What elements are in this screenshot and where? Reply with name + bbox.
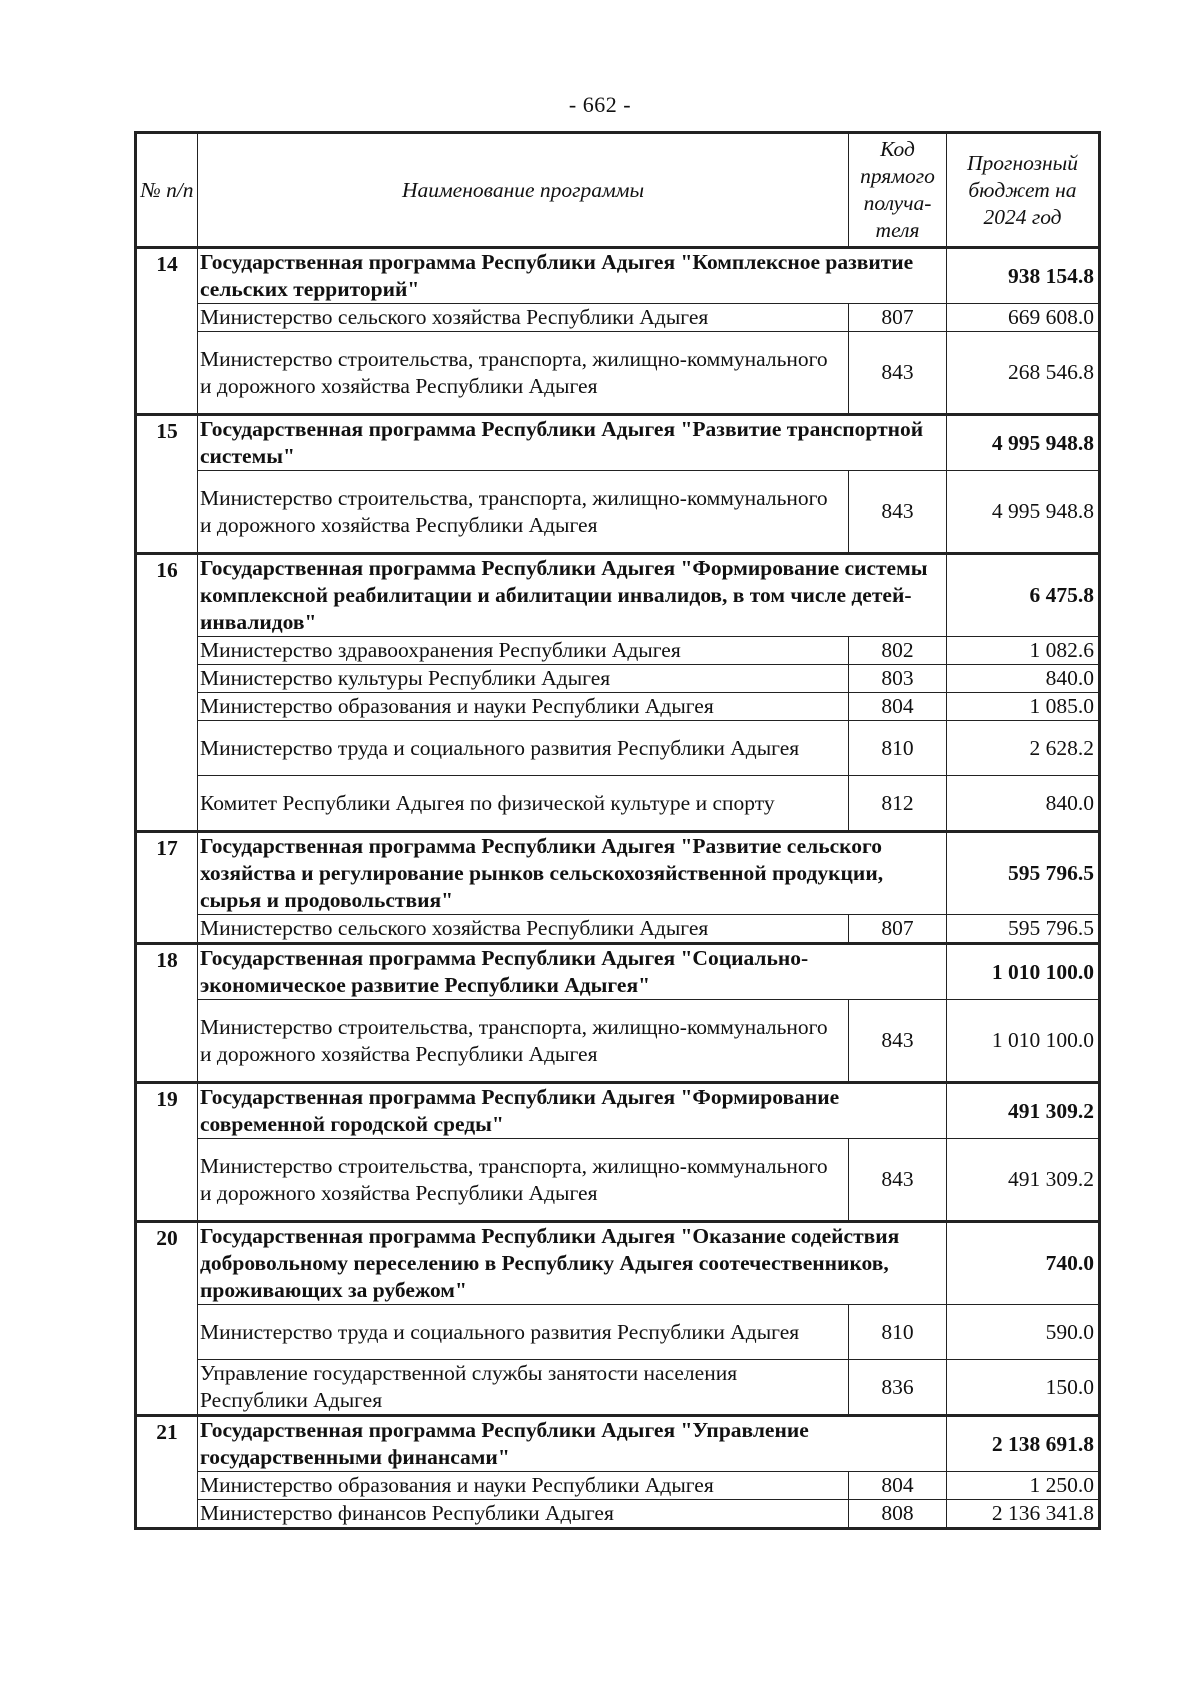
program-name: Государственная программа Республики Адыгея "Комплексное развитие сельских территорий" <box>198 248 947 304</box>
recipient-name: Комитет Республики Адыгея по физической культуре и спорту <box>198 776 849 832</box>
program-row <box>136 832 1100 915</box>
header-number: № п/п <box>136 133 198 248</box>
recipient-code: 843 <box>849 332 947 415</box>
program-total: 4 995 948.8 <box>947 415 1100 471</box>
program-name: Государственная программа Республики Адыгея "Оказание содействия добровольному переселению в Республику Адыгея соотечественников, проживающих за рубежом" <box>198 1222 947 1305</box>
recipient-row <box>136 665 1100 693</box>
program-name: Государственная программа Республики Адыгея "Формирование современной городской среды" <box>198 1083 947 1139</box>
program-name: Государственная программа Республики Адыгея "Управление государственными финансами" <box>198 1416 947 1472</box>
header-recipient-code: Код прямого получа-теля <box>849 133 947 248</box>
recipient-row <box>136 637 1100 665</box>
table-header-row <box>136 133 1100 248</box>
budget-table <box>134 131 1101 1530</box>
recipient-amount: 669 608.0 <box>947 304 1100 332</box>
program-name: Государственная программа Республики Адыгея "Развитие сельского хозяйства и регулирование рынков сельскохозяйственной продукции, сырья и продовольствия" <box>198 832 947 915</box>
recipient-code: 843 <box>849 471 947 554</box>
program-row <box>136 1416 1100 1472</box>
recipient-code: 810 <box>849 1305 947 1360</box>
recipient-amount: 491 309.2 <box>947 1139 1100 1222</box>
program-number: 18 <box>136 944 198 1083</box>
recipient-name: Управление государственной службы занятости населения Республики Адыгея <box>198 1360 849 1416</box>
program-row <box>136 1222 1100 1305</box>
recipient-amount: 1 250.0 <box>947 1472 1100 1500</box>
recipient-name: Министерство культуры Республики Адыгея <box>198 665 849 693</box>
recipient-amount: 1 010 100.0 <box>947 1000 1100 1083</box>
recipient-row <box>136 1000 1100 1083</box>
recipient-code: 843 <box>849 1139 947 1222</box>
recipient-name: Министерство сельского хозяйства Республики Адыгея <box>198 915 849 944</box>
recipient-name: Министерство строительства, транспорта, жилищно-коммунального и дорожного хозяйства Республики Адыгея <box>198 1139 849 1222</box>
recipient-name: Министерство строительства, транспорта, жилищно-коммунального и дорожного хозяйства Республики Адыгея <box>198 1000 849 1083</box>
recipient-name: Министерство образования и науки Республики Адыгея <box>198 693 849 721</box>
recipient-name: Министерство сельского хозяйства Республики Адыгея <box>198 304 849 332</box>
recipient-row <box>136 721 1100 776</box>
recipient-amount: 150.0 <box>947 1360 1100 1416</box>
header-program-name: Наименование программы <box>198 133 849 248</box>
program-number: 15 <box>136 415 198 554</box>
recipient-amount: 2 628.2 <box>947 721 1100 776</box>
recipient-amount: 2 136 341.8 <box>947 1500 1100 1529</box>
program-total: 938 154.8 <box>947 248 1100 304</box>
recipient-name: Министерство труда и социального развития Республики Адыгея <box>198 721 849 776</box>
recipient-name: Министерство здравоохранения Республики Адыгея <box>198 637 849 665</box>
program-number: 20 <box>136 1222 198 1416</box>
recipient-amount: 840.0 <box>947 665 1100 693</box>
recipient-name: Министерство строительства, транспорта, жилищно-коммунального и дорожного хозяйства Республики Адыгея <box>198 471 849 554</box>
table-body <box>136 248 1100 1529</box>
program-total: 595 796.5 <box>947 832 1100 915</box>
recipient-amount: 595 796.5 <box>947 915 1100 944</box>
recipient-row <box>136 1305 1100 1360</box>
program-number: 14 <box>136 248 198 415</box>
recipient-row <box>136 1360 1100 1416</box>
recipient-row <box>136 776 1100 832</box>
program-number: 21 <box>136 1416 198 1529</box>
program-name: Государственная программа Республики Адыгея "Формирование системы комплексной реабилитации и абилитации инвалидов, в том числе детей-инвалидов" <box>198 554 947 637</box>
recipient-code: 807 <box>849 304 947 332</box>
recipient-row <box>136 1500 1100 1529</box>
program-total: 1 010 100.0 <box>947 944 1100 1000</box>
program-name: Государственная программа Республики Адыгея "Развитие транспортной системы" <box>198 415 947 471</box>
recipient-amount: 1 082.6 <box>947 637 1100 665</box>
header-budget-2024: Прогнозный бюджет на 2024 год <box>947 133 1100 248</box>
program-row <box>136 554 1100 637</box>
program-row <box>136 1083 1100 1139</box>
recipient-code: 810 <box>849 721 947 776</box>
recipient-code: 802 <box>849 637 947 665</box>
program-row <box>136 944 1100 1000</box>
recipient-code: 803 <box>849 665 947 693</box>
recipient-amount: 1 085.0 <box>947 693 1100 721</box>
recipient-code: 812 <box>849 776 947 832</box>
recipient-row <box>136 304 1100 332</box>
recipient-name: Министерство труда и социального развития Республики Адыгея <box>198 1305 849 1360</box>
recipient-row <box>136 693 1100 721</box>
recipient-row <box>136 1472 1100 1500</box>
recipient-amount: 4 995 948.8 <box>947 471 1100 554</box>
program-total: 2 138 691.8 <box>947 1416 1100 1472</box>
recipient-amount: 268 546.8 <box>947 332 1100 415</box>
program-total: 6 475.8 <box>947 554 1100 637</box>
recipient-row <box>136 915 1100 944</box>
recipient-row <box>136 1139 1100 1222</box>
program-row <box>136 248 1100 304</box>
page-number: - 662 - <box>568 92 632 117</box>
recipient-name: Министерство финансов Республики Адыгея <box>198 1500 849 1529</box>
program-name: Государственная программа Республики Адыгея "Социально-экономическое развитие Республики Адыгея" <box>198 944 947 1000</box>
recipient-amount: 590.0 <box>947 1305 1100 1360</box>
program-total: 740.0 <box>947 1222 1100 1305</box>
recipient-code: 808 <box>849 1500 947 1529</box>
program-row <box>136 415 1100 471</box>
program-number: 19 <box>136 1083 198 1222</box>
recipient-row <box>136 332 1100 415</box>
recipient-code: 804 <box>849 1472 947 1500</box>
recipient-code: 836 <box>849 1360 947 1416</box>
program-number: 16 <box>136 554 198 832</box>
recipient-name: Министерство строительства, транспорта, жилищно-коммунального и дорожного хозяйства Республики Адыгея <box>198 332 849 415</box>
program-total: 491 309.2 <box>947 1083 1100 1139</box>
recipient-code: 804 <box>849 693 947 721</box>
recipient-row <box>136 471 1100 554</box>
recipient-code: 843 <box>849 1000 947 1083</box>
recipient-name: Министерство образования и науки Республики Адыгея <box>198 1472 849 1500</box>
recipient-code: 807 <box>849 915 947 944</box>
recipient-amount: 840.0 <box>947 776 1100 832</box>
program-number: 17 <box>136 832 198 944</box>
